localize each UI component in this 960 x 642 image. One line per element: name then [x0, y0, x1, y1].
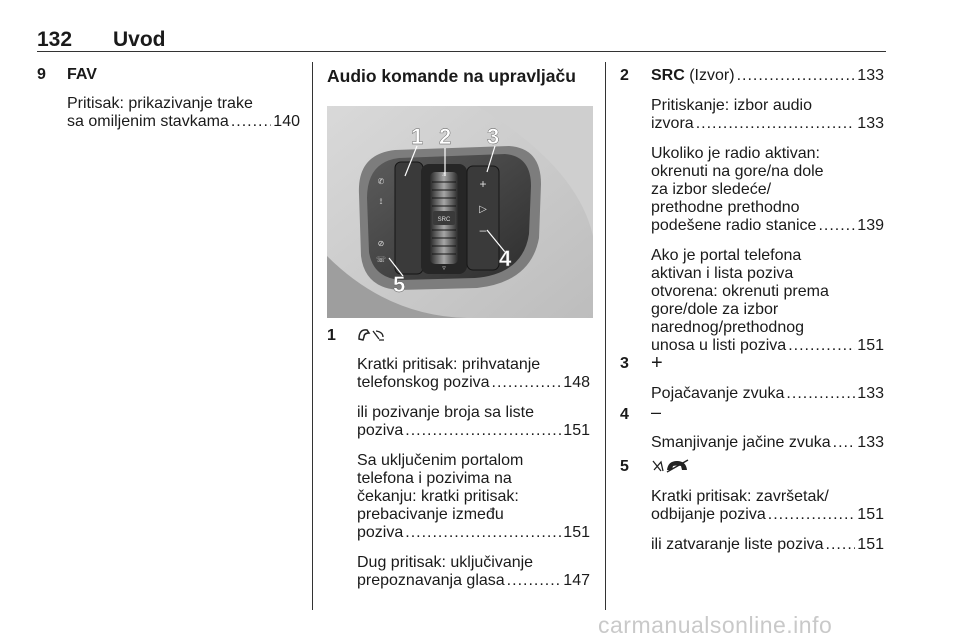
item-9-line: Pritisak: prikazivanje trake [67, 95, 253, 112]
leader-line [357, 572, 590, 590]
svg-text:▵: ▵ [442, 171, 446, 178]
call-answer-voice-icon [357, 327, 387, 347]
item-9-line: sa omiljenim stavkama [67, 113, 229, 130]
item-5-number: 5 [620, 458, 629, 475]
callout-4: 4 [499, 246, 512, 271]
item-9-number: 9 [37, 66, 46, 83]
text-line: podešene radio stanice [651, 217, 817, 234]
svg-text:–: – [479, 223, 487, 237]
callout-3: 3 [487, 124, 500, 149]
text-line: Sa uključenim portalom [357, 452, 524, 469]
minus-icon: – [651, 402, 662, 422]
text-line: telefonskog poziva [357, 374, 490, 391]
plus-icon: + [651, 352, 663, 374]
page-number: 132 [37, 28, 73, 51]
svg-text:▷: ▷ [479, 204, 487, 215]
page-ref: 139 [857, 217, 884, 234]
mute-hangup-icon [651, 458, 691, 479]
text-line: Ako je portal telefona [651, 247, 802, 264]
item-4-number: 4 [620, 406, 629, 423]
item-9-label: FAV [67, 66, 97, 83]
column-divider-right [605, 62, 606, 610]
leader-line [651, 115, 884, 133]
text-line: aktivan i lista poziva [651, 265, 794, 282]
leader-line [357, 374, 590, 392]
text-line: telefona i pozivima na [357, 470, 512, 487]
text-line: Smanjivanje jačine zvuka [651, 434, 831, 451]
item-9-leader-line [67, 113, 300, 131]
text-line: poziva [357, 524, 404, 541]
header-divider [37, 51, 886, 52]
callout-5: 5 [393, 272, 406, 297]
text-line: Dug pritisak: uključivanje [357, 554, 534, 571]
leader-line [651, 434, 884, 452]
item-3-description [651, 385, 884, 403]
text-line: prepoznavanja glasa [357, 572, 505, 589]
item-1-number: 1 [327, 327, 336, 344]
text-line: prethodne prethodno [651, 199, 800, 216]
leader-line [357, 422, 590, 440]
page-ref: 151 [857, 536, 884, 553]
text-line: Pritiskanje: izbor audio [651, 97, 812, 114]
page-ref: 133 [857, 434, 884, 451]
svg-text:⊘: ⊘ [377, 239, 385, 248]
column-divider-left [312, 62, 313, 610]
text-line: ili pozivanje broja sa liste [357, 404, 534, 421]
item-1-description [357, 356, 590, 590]
page-header [37, 28, 166, 52]
leader-line [651, 217, 884, 235]
text-line: otvorena: okrenuti prema [651, 283, 829, 300]
svg-text:▿: ▿ [442, 265, 446, 272]
svg-text:⟟: ⟟ [379, 197, 383, 206]
item-5-description [651, 488, 884, 554]
svg-text:☏: ☏ [375, 255, 387, 264]
page-ref: 133 [857, 385, 884, 402]
page-ref: 151 [857, 337, 884, 354]
item-4-description [651, 434, 884, 452]
item-2-number: 2 [620, 67, 629, 84]
svg-text:✆: ✆ [377, 177, 385, 186]
page-ref: 133 [857, 115, 884, 132]
page-ref: 151 [563, 524, 590, 541]
text-line: Ukoliko je radio aktivan: [651, 145, 820, 162]
svg-text:+: + [479, 177, 487, 191]
leader-line [651, 67, 884, 85]
leader-line [651, 536, 884, 554]
text-line: ili zatvaranje liste poziva [651, 536, 824, 553]
text-line: okrenuti na gore/na dole [651, 163, 824, 180]
steering-wheel-controls-figure [327, 106, 593, 318]
callout-2: 2 [439, 124, 452, 149]
item-9-description [67, 95, 300, 131]
page-ref: 148 [563, 374, 590, 391]
text-line: Kratki pritisak: prihvatanje [357, 356, 541, 373]
leader-line [651, 385, 884, 403]
page-ref: 140 [273, 113, 300, 130]
text-line: unosa u listi poziva [651, 337, 787, 354]
section-heading: Audio komande na upravljaču [327, 66, 576, 86]
item-2-description [651, 67, 884, 355]
leader-line [357, 524, 590, 542]
text-line: narednog/prethodnog [651, 319, 805, 336]
page-ref: 151 [563, 422, 590, 439]
text-line: poziva [357, 422, 404, 439]
text-line: odbijanje poziva [651, 506, 766, 523]
item-3-number: 3 [620, 355, 629, 372]
svg-text:SRC: SRC [437, 217, 451, 223]
text-line: prebacivanje između [357, 506, 504, 523]
watermark: carmanualsonline.info [598, 612, 833, 638]
leader-line [651, 337, 884, 355]
text-line: za izbor sledeće/ [651, 181, 772, 198]
callout-1: 1 [411, 124, 424, 149]
page-ref: 133 [857, 67, 884, 84]
text-line: Kratki pritisak: završetak/ [651, 488, 829, 505]
text-line: čekanju: kratki pritisak: [357, 488, 519, 505]
chapter-title: Uvod [113, 28, 166, 51]
page-ref: 147 [563, 572, 590, 589]
text-line: gore/dole za izbor [651, 301, 779, 318]
text-line: Pojačavanje zvuka [651, 385, 785, 402]
page-ref: 151 [857, 506, 884, 523]
src-label: SRC [651, 67, 685, 84]
src-label-rest: (Izvor) [684, 67, 735, 84]
text-line: izvora [651, 115, 694, 132]
leader-line [651, 506, 884, 524]
